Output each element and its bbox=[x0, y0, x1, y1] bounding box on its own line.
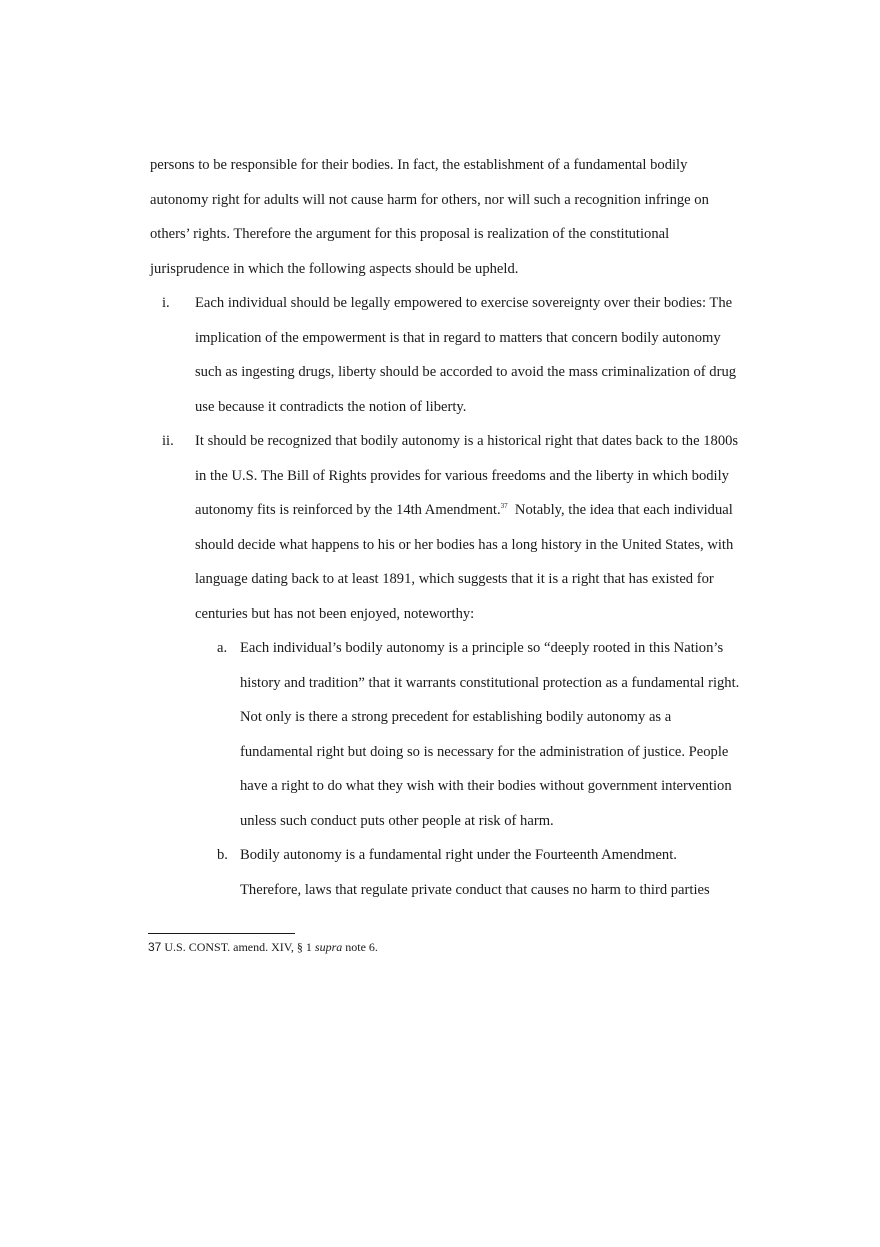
alpha-list bbox=[195, 631, 740, 907]
footnote-text: note 6. bbox=[342, 940, 378, 954]
footnote-text: U.S. CONST. amend. XIV, § 1 bbox=[161, 940, 315, 954]
list-marker: b. bbox=[217, 847, 228, 863]
body-text bbox=[150, 148, 740, 907]
list-item-text: Bodily autonomy is a fundamental right under the Fourteenth Amendment. Therefore, laws that regulate private conduct that causes no harm to third parties bbox=[240, 847, 710, 898]
intro-paragraph: persons to be responsible for their bodies. In fact, the establishment of a fundamental bodily autonomy right for adults will not cause harm for others, nor will such a recognition infringe on others’ rights. Therefore the argument for this proposal is realization of the constitutional jurisprudence in which the following aspects should be upheld. bbox=[150, 157, 709, 277]
list-item-text-part: It should be recognized that bodily autonomy is a historical right that dates back to the 1800s in the U.S. The Bill of Rights provides for various freedoms and the liberty in which bodily autonomy fits is reinforced by the 14th Amendment. bbox=[195, 433, 739, 518]
footnote bbox=[148, 939, 378, 955]
list-item-text: Each individual’s bodily autonomy is a principle so “deeply rooted in this Nation’s history and tradition” that it warrants constitutional protection as a fundamental right. Not only is there a strong precedent for establishing bodily autonomy as a fundamental right but doing so is necessary for the administration of justice. People have a right to do what they wish with their bodies without government intervention unless such conduct puts other people at risk of harm. bbox=[240, 640, 740, 829]
list-marker: a. bbox=[217, 640, 228, 656]
list-item-text bbox=[195, 433, 738, 622]
list-item-ii bbox=[150, 424, 740, 907]
footnote-divider bbox=[148, 933, 295, 934]
roman-list bbox=[150, 286, 740, 907]
list-item-i bbox=[150, 286, 740, 424]
list-item-a bbox=[195, 631, 740, 838]
footnote-number: 37 bbox=[148, 940, 162, 954]
list-item-text-part: Notably, the idea that each individual should decide what happens to his or her bodies has a long history in the United States, with language dating back to at least 1891, which suggests that it is a right that has existed for centuries but has not been enjoyed, noteworthy: bbox=[195, 502, 737, 622]
footnote-italic: supra bbox=[314, 940, 343, 954]
list-marker: i. bbox=[162, 295, 170, 311]
footnote-reference[interactable]: 37 bbox=[500, 502, 508, 510]
list-item-b bbox=[195, 838, 740, 907]
list-marker: ii. bbox=[162, 433, 174, 449]
list-item-text: Each individual should be legally empowered to exercise sovereignty over their bodies: The implication of the empowerment is that in regard to matters that concern bodily autonomy such as ingesting drugs, liberty should be accorded to avoid the mass criminalization of drug use because it contradicts the notion of liberty. bbox=[195, 295, 737, 415]
